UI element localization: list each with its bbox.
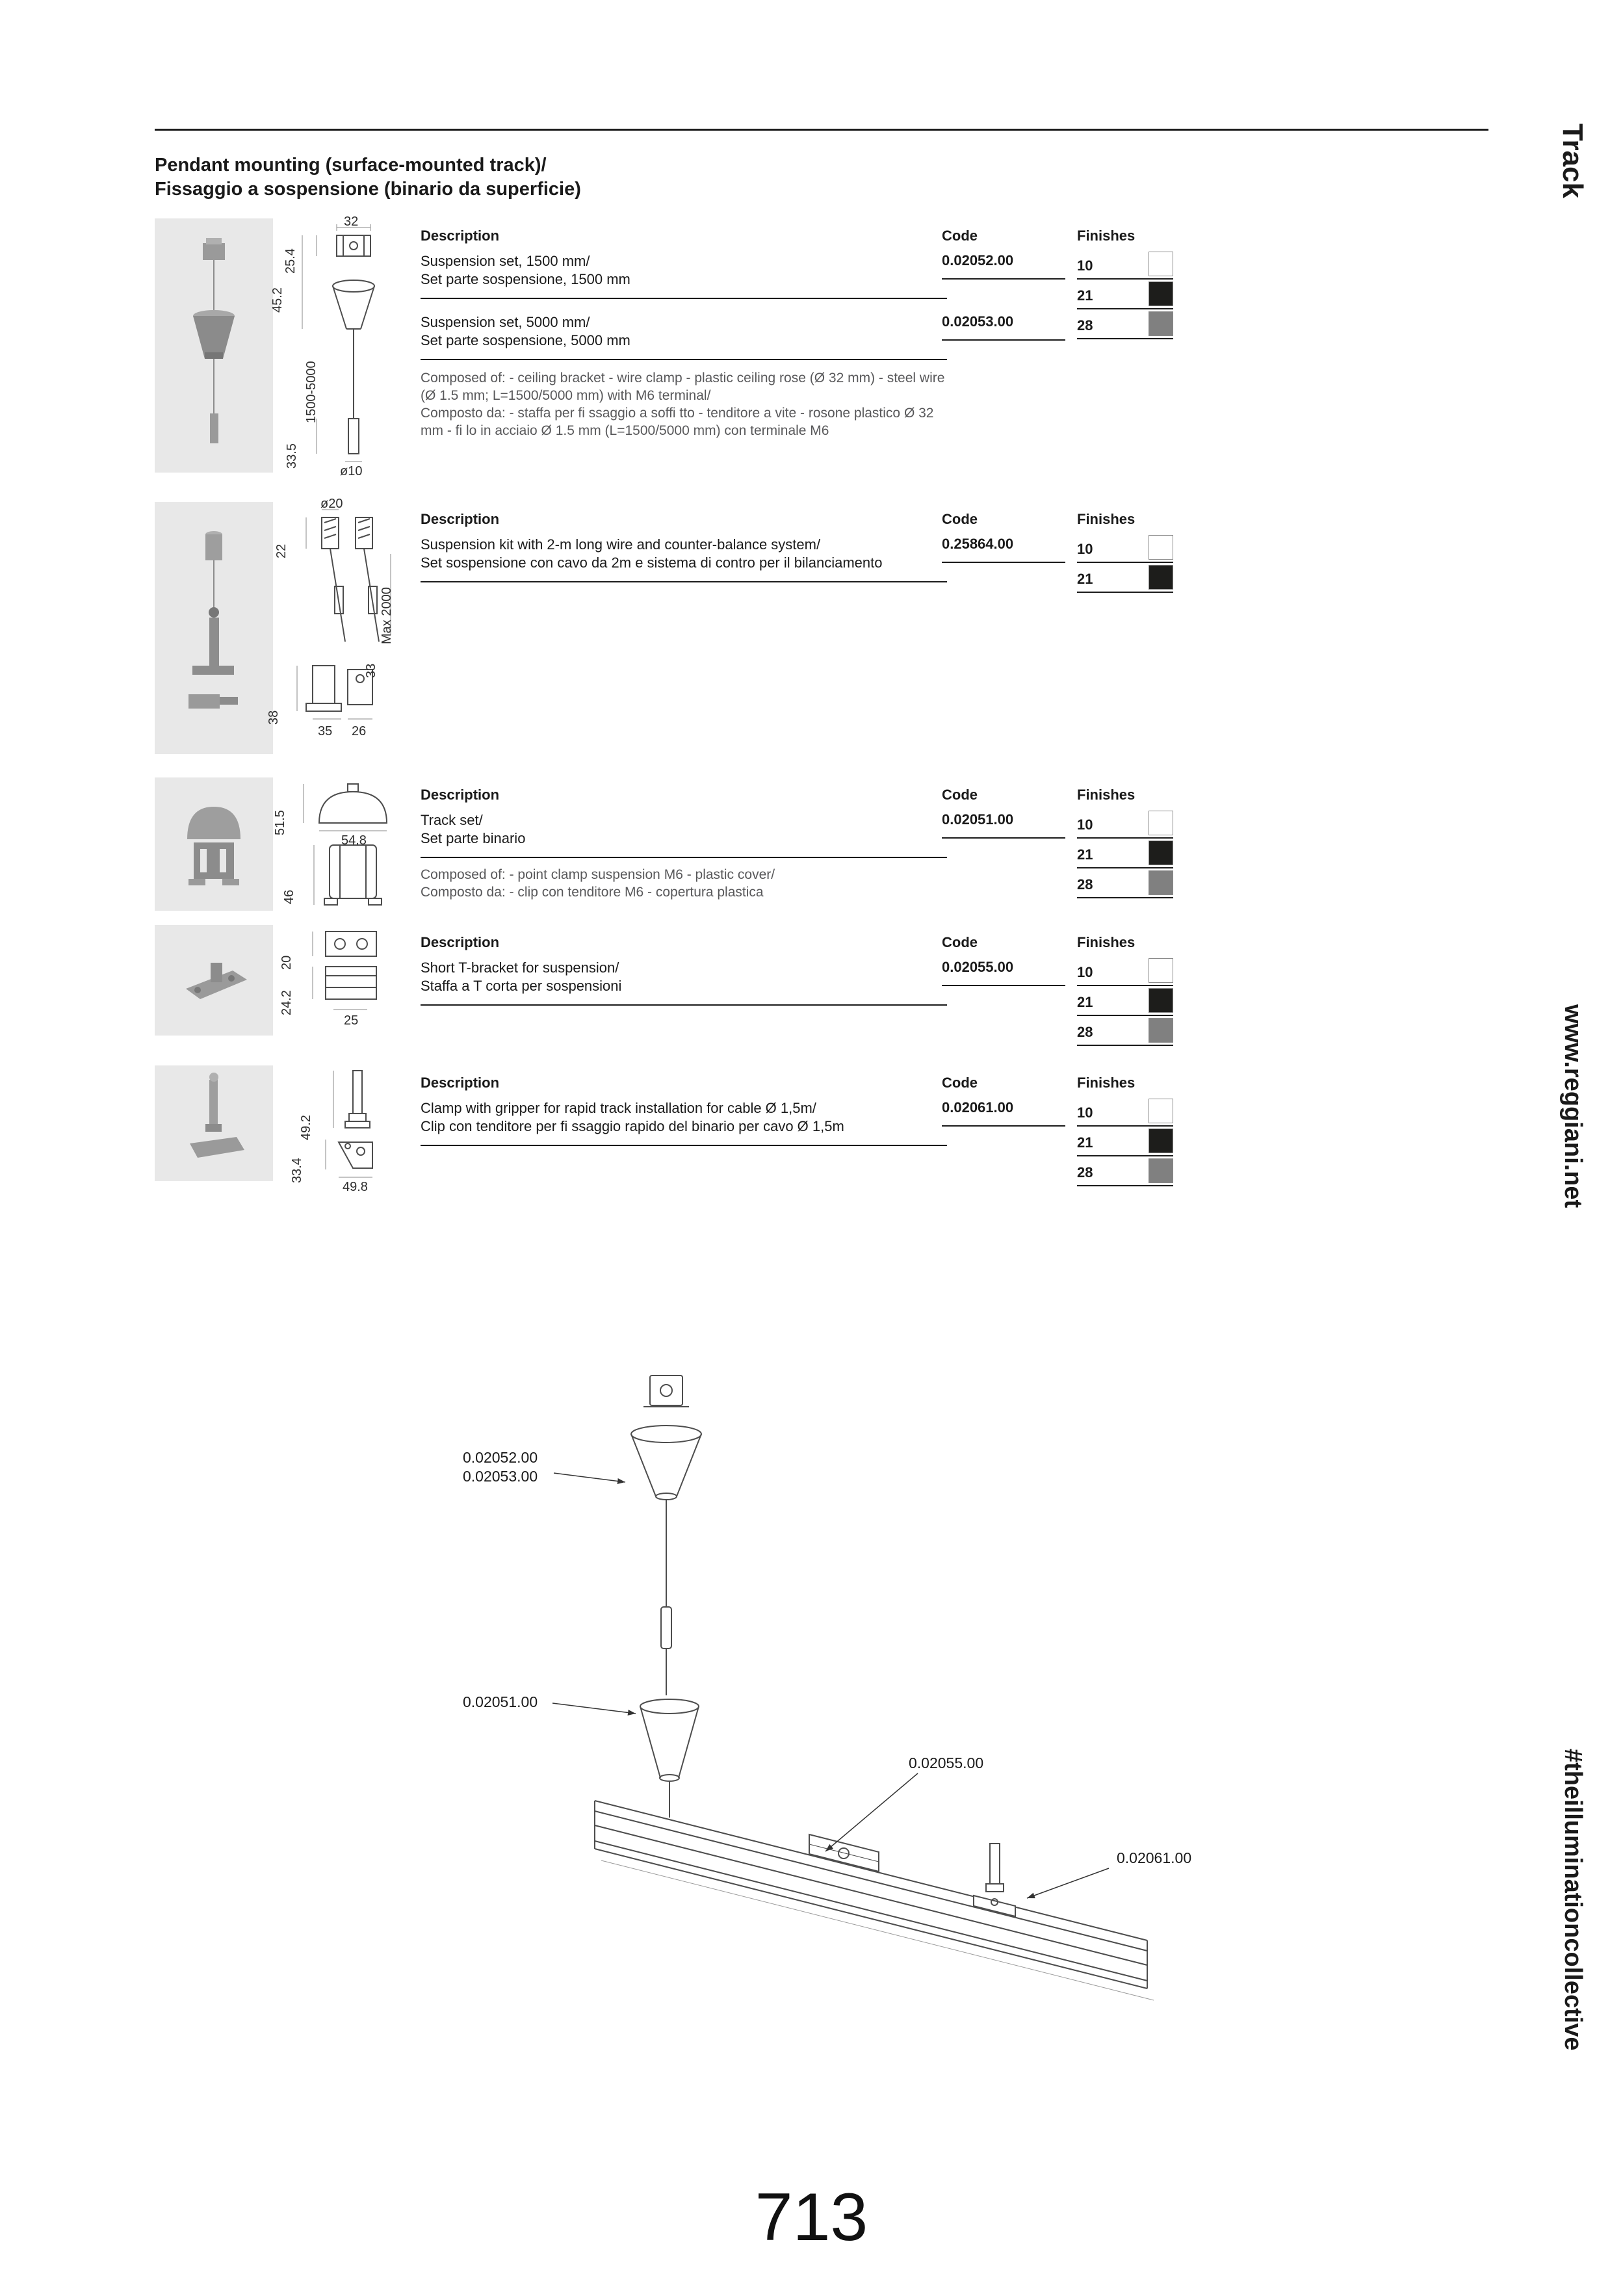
finish-row — [1077, 839, 1173, 868]
product-section-track-set — [155, 777, 1488, 920]
finishes-header: Finishes — [1077, 787, 1136, 803]
item-title-it: Clip con tenditore per fi ssaggio rapido del binario per cavo Ø 1,5m — [421, 1118, 844, 1134]
callout-suspension-set — [463, 1448, 538, 1486]
item-divider — [421, 1145, 947, 1146]
side-label-website: www.reggiani.net — [1559, 1004, 1587, 1208]
item-title-en: Clamp with gripper for rapid track installation for cable Ø 1,5m/ — [421, 1100, 816, 1116]
finishes-header: Finishes — [1077, 228, 1136, 244]
code-header: Code — [942, 511, 978, 527]
description-header: Description — [421, 228, 500, 244]
tech-drawing-suspension-set — [270, 215, 424, 478]
finishes-column — [1077, 777, 1173, 920]
finish-row — [1077, 986, 1173, 1016]
code-value: 0.02055.00 — [942, 959, 1014, 975]
code-rule — [942, 985, 1065, 986]
finish-number: 28 — [1077, 317, 1093, 333]
description-column — [421, 777, 947, 920]
code-value: 0.02061.00 — [942, 1099, 1014, 1115]
finish-number: 10 — [1077, 1104, 1093, 1121]
product-section-suspension-set — [155, 215, 1488, 504]
callout-clamp-gripper: 0.02061.00 — [1117, 1849, 1192, 1866]
item-title — [421, 313, 630, 350]
finish-row — [1077, 563, 1173, 593]
item-title-it: Set sospensione con cavo da 2m e sistema di contro per il bilanciamento — [421, 554, 883, 571]
item-title — [421, 811, 525, 848]
product-section-suspension-kit — [155, 497, 1488, 762]
finishes-header: Finishes — [1077, 934, 1136, 950]
finishes-header: Finishes — [1077, 511, 1136, 527]
code-header: Code — [942, 934, 978, 950]
page-title-it: Fissaggio a sospensione (binario da superficie) — [155, 179, 581, 200]
finishes-column — [1077, 218, 1173, 504]
track-set-photo — [155, 777, 273, 911]
code-rule — [942, 837, 1065, 839]
dim-label: 51.5 — [273, 810, 287, 835]
finish-swatch-white — [1149, 958, 1173, 983]
clamp-gripper-photo — [155, 1065, 273, 1181]
finishes-column — [1077, 1065, 1173, 1202]
callout-t-bracket: 0.02055.00 — [909, 1755, 984, 1771]
side-label-hashtag: #theilluminationcollective — [1559, 1749, 1587, 2051]
finish-number: 10 — [1077, 964, 1093, 980]
item-divider — [421, 359, 947, 360]
tech-drawing-track-set — [273, 777, 424, 914]
side-label-track: Track — [1557, 124, 1589, 198]
item-title-en: Track set/ — [421, 812, 483, 828]
dim-label: 25 — [344, 1013, 359, 1028]
finish-row — [1077, 1016, 1173, 1046]
description-column — [421, 925, 947, 1055]
item-title-en: Suspension set, 5000 mm/ — [421, 314, 590, 330]
finish-swatch-grey — [1149, 1158, 1173, 1183]
item-title-it: Staffa a T corta per sospensioni — [421, 978, 622, 994]
item-title-it: Set parte binario — [421, 830, 526, 846]
header-rule — [155, 129, 1488, 131]
description-header: Description — [421, 787, 500, 803]
dim-label: 35 — [318, 724, 333, 738]
finish-row — [1077, 1156, 1173, 1186]
finish-swatch-grey — [1149, 1018, 1173, 1043]
finish-row — [1077, 868, 1173, 898]
page-title-en: Pendant mounting (surface-mounted track)/ — [155, 155, 547, 176]
finish-row — [1077, 809, 1173, 839]
code-header: Code — [942, 228, 978, 244]
composed-it: Composto da: - clip con tenditore M6 - copertura plastica — [421, 885, 764, 900]
finish-number: 10 — [1077, 541, 1093, 557]
assembly-diagram-svg — [455, 1352, 1267, 2041]
page-title — [155, 153, 581, 202]
composed-text — [421, 369, 947, 439]
dim-label: 1500-5000 — [304, 361, 318, 423]
item-title-en: Short T-bracket for suspension/ — [421, 959, 619, 976]
dim-label: 33 — [364, 663, 378, 678]
item-title — [421, 536, 883, 572]
finish-swatch-black — [1149, 988, 1173, 1013]
finish-row — [1077, 1097, 1173, 1127]
finish-row — [1077, 250, 1173, 280]
finish-number: 10 — [1077, 816, 1093, 833]
code-column — [942, 218, 1072, 504]
page-number: 713 — [755, 2180, 868, 2255]
item-divider — [421, 1004, 947, 1006]
callout-code: 0.02053.00 — [463, 1468, 538, 1485]
dim-label: 33.5 — [285, 443, 299, 469]
code-value: 0.25864.00 — [942, 536, 1014, 552]
product-thumbnail — [155, 502, 273, 754]
tech-drawing-clamp-gripper — [288, 1065, 424, 1192]
finish-number: 21 — [1077, 1134, 1093, 1151]
code-rule — [942, 278, 1065, 280]
item-divider — [421, 857, 947, 858]
finish-row — [1077, 280, 1173, 309]
finish-number: 21 — [1077, 571, 1093, 587]
dim-label: 24.2 — [279, 990, 294, 1015]
item-title-en: Suspension set, 1500 mm/ — [421, 253, 590, 269]
suspension-kit-drawing — [288, 502, 424, 759]
code-header: Code — [942, 787, 978, 803]
code-value: 0.02053.00 — [942, 313, 1014, 330]
code-rule — [942, 1125, 1065, 1127]
code-rule — [942, 562, 1065, 563]
dim-label: 54.8 — [341, 833, 367, 848]
finish-swatch-white — [1149, 252, 1173, 276]
item-divider — [421, 581, 947, 582]
code-value: 0.02051.00 — [942, 811, 1014, 828]
finish-row — [1077, 1127, 1173, 1156]
description-header: Description — [421, 511, 500, 527]
finish-number: 28 — [1077, 1164, 1093, 1181]
product-section-t-bracket — [155, 925, 1488, 1055]
code-column — [942, 925, 1072, 1055]
code-rule — [942, 339, 1065, 341]
product-thumbnail — [155, 777, 273, 911]
composed-en: Composed of: - ceiling bracket - wire clamp - plastic ceiling rose (Ø 32 mm) - steel wire (Ø 1.5 mm; L=1500/5000 mm) with M6 terminal/ — [421, 371, 945, 403]
finish-number: 21 — [1077, 287, 1093, 304]
code-column — [942, 777, 1072, 920]
description-column — [421, 218, 947, 504]
code-header: Code — [942, 1075, 978, 1091]
finish-swatch-white — [1149, 1099, 1173, 1123]
code-column — [942, 502, 1072, 762]
finish-number: 28 — [1077, 1024, 1093, 1040]
dim-label: 22 — [274, 543, 289, 558]
finish-row — [1077, 309, 1173, 339]
code-value: 0.02052.00 — [942, 252, 1014, 268]
dim-label: 25.4 — [283, 248, 298, 274]
item-title — [421, 252, 630, 289]
finish-swatch-black — [1149, 281, 1173, 306]
dim-label: 26 — [352, 724, 367, 738]
finish-swatch-grey — [1149, 311, 1173, 336]
dim-label: 20 — [279, 955, 294, 970]
suspension-set-photo — [155, 218, 273, 473]
finishes-header: Finishes — [1077, 1075, 1136, 1091]
dim-label: 49.8 — [343, 1180, 368, 1194]
description-header: Description — [421, 1075, 500, 1091]
finish-swatch-grey — [1149, 870, 1173, 895]
finish-number: 21 — [1077, 994, 1093, 1010]
composed-en: Composed of: - point clamp suspension M6 - plastic cover/ — [421, 867, 775, 882]
callout-code: 0.02052.00 — [463, 1449, 538, 1466]
finishes-column — [1077, 502, 1173, 762]
product-thumbnail — [155, 1065, 273, 1181]
assembly-diagram — [455, 1352, 1267, 2041]
finish-swatch-black — [1149, 565, 1173, 590]
finish-swatch-white — [1149, 535, 1173, 560]
dim-label: Max 2000 — [380, 587, 394, 644]
dim-label: 38 — [266, 710, 281, 725]
description-header: Description — [421, 934, 500, 950]
suspension-set-drawing — [288, 218, 424, 478]
code-column — [942, 1065, 1072, 1202]
finish-swatch-black — [1149, 841, 1173, 865]
item-divider — [421, 298, 947, 299]
composed-text — [421, 866, 947, 901]
dim-label: 32 — [344, 215, 359, 229]
item-title-en: Suspension kit with 2-m long wire and counter-balance system/ — [421, 536, 821, 553]
finish-number: 10 — [1077, 257, 1093, 274]
suspension-kit-photo — [155, 502, 273, 754]
finish-swatch-black — [1149, 1128, 1173, 1153]
t-bracket-photo — [155, 925, 273, 1036]
tech-drawing-suspension-kit — [266, 497, 424, 759]
dim-label: 33.4 — [290, 1158, 304, 1183]
finish-row — [1077, 533, 1173, 563]
finish-number: 28 — [1077, 876, 1093, 893]
dim-label: 46 — [282, 889, 296, 904]
finishes-column — [1077, 925, 1173, 1055]
item-title — [421, 1099, 844, 1136]
dim-label: ø10 — [340, 464, 363, 478]
finish-number: 21 — [1077, 846, 1093, 863]
finish-row — [1077, 956, 1173, 986]
description-column — [421, 1065, 947, 1202]
description-column — [421, 502, 947, 762]
item-title-it: Set parte sospensione, 5000 mm — [421, 332, 630, 348]
product-section-clamp-gripper — [155, 1065, 1488, 1202]
product-thumbnail — [155, 925, 273, 1036]
dim-label: 49.2 — [299, 1115, 313, 1140]
item-title — [421, 959, 621, 995]
callout-track-set: 0.02051.00 — [463, 1693, 538, 1710]
item-title-it: Set parte sospensione, 1500 mm — [421, 271, 630, 287]
dim-label: ø20 — [320, 497, 343, 511]
product-thumbnail — [155, 218, 273, 473]
finish-swatch-white — [1149, 811, 1173, 835]
tech-drawing-t-bracket — [279, 925, 424, 1039]
composed-it: Composto da: - staffa per fi ssaggio a soffi tto - tenditore a vite - rosone plastico Ø 32 mm - fi lo in acciaio Ø 1.5 mm (L=1500/5000 mm) con terminale M6 — [421, 406, 934, 438]
dim-label: 45.2 — [270, 287, 285, 313]
